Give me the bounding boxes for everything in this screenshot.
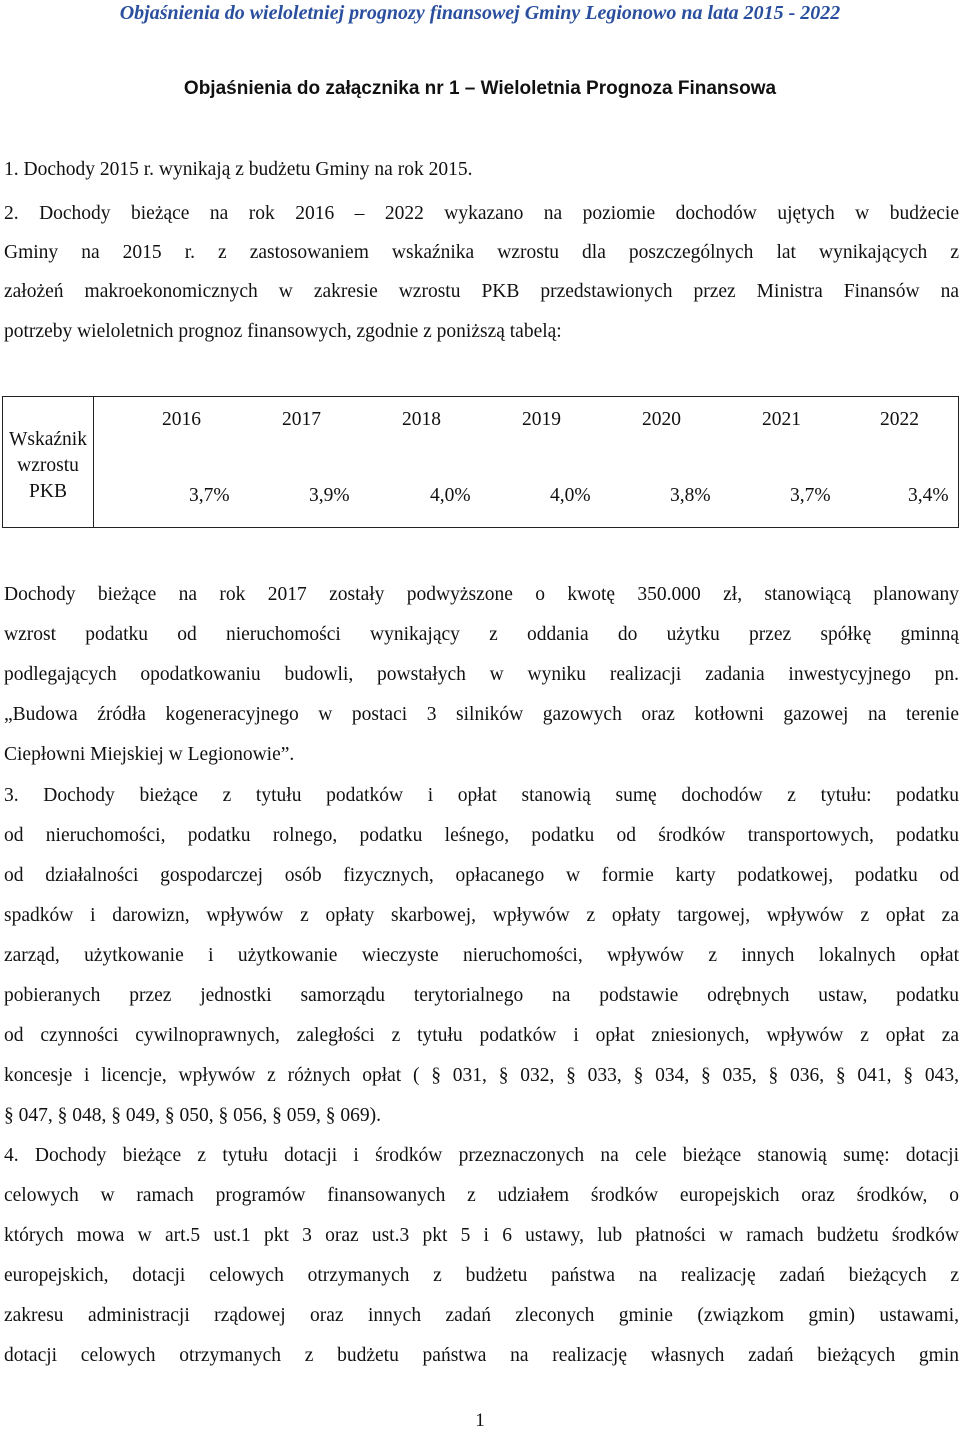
growth-value: 4,0% — [430, 485, 471, 506]
growth-value: 3,8% — [670, 485, 711, 506]
section-title: Objaśnienia do załącznika nr 1 – Wieloletnia Prognoza Finansowa — [183, 78, 777, 99]
document-header: Objaśnienia do wieloletniej prognozy finansowej Gminy Legionowo na lata 2015 - 2022 — [119, 2, 841, 24]
text-line: § 047, § 048, § 049, § 050, § 056, § 059, § 069). — [4, 1105, 381, 1126]
growth-value: 3,7% — [790, 485, 831, 506]
text-line: założeń makroekonomicznych w zakresie wzrostu PKB przedstawionych przez Ministra Finansów na — [4, 281, 959, 302]
text-line: spadków i darowizn, wpływów z opłaty skarbowej, wpływów z opłaty targowej, wpływów z opłat za — [4, 905, 959, 926]
text-line: od nieruchomości, podatku rolnego, podatku leśnego, podatku od środków transportowych, podatku — [4, 825, 959, 846]
text-line: Gminy na 2015 r. z zastosowaniem wskaźnika wzrostu dla poszczególnych lat wynikających z — [4, 242, 959, 263]
text-line: od czynności cywilnoprawnych, zaległości z tytułu podatków i opłat zniesionych, wpływów z opłat za — [4, 1025, 959, 1046]
text-line: wzrost podatku od nieruchomości wynikający z oddania do użytku przez spółkę gminną — [4, 624, 959, 645]
pkb-growth-table — [2, 396, 959, 528]
year-label: 2022 — [880, 409, 919, 430]
year-label: 2018 — [402, 409, 441, 430]
growth-value: 3,4% — [908, 485, 949, 506]
text-line: Ciepłowni Miejskiej w Legionowie”. — [4, 744, 295, 765]
text-line: europejskich, dotacji celowych otrzymanych z budżetu państwa na realizację zadań bieżących z — [4, 1265, 959, 1286]
growth-value: 3,7% — [189, 485, 230, 506]
pkb-label-cell: Wskaźnik wzrostu PKB — [3, 397, 94, 528]
text-line: zarząd, użytkowanie i użytkowanie wieczyste nieruchomości, wpływów z innych lokalnych opłat — [4, 945, 959, 966]
growth-value: 4,0% — [550, 485, 591, 506]
year-label: 2021 — [762, 409, 801, 430]
year-label: 2017 — [282, 409, 321, 430]
text-line: potrzeby wieloletnich prognoz finansowych, zgodnie z poniższą tabelą: — [4, 321, 562, 342]
year-label: 2016 — [162, 409, 201, 430]
year-label: 2020 — [642, 409, 681, 430]
year-label: 2019 — [522, 409, 561, 430]
text-line: dotacji celowych otrzymanych z budżetu państwa na realizację własnych zadań bieżących gmin — [4, 1345, 959, 1366]
text-line: których mowa w art.5 ust.1 pkt 3 oraz ust.3 pkt 5 i 6 ustawy, lub płatności w ramach budżetu środków — [4, 1225, 959, 1246]
page-number: 1 — [475, 1410, 485, 1431]
growth-value: 3,9% — [309, 485, 350, 506]
text-line: celowych w ramach programów finansowanych z udziałem środków europejskich oraz środków, o — [4, 1185, 959, 1206]
text-line: 1. Dochody 2015 r. wynikają z budżetu Gminy na rok 2015. — [4, 159, 473, 180]
text-line: 4. Dochody bieżące z tytułu dotacji i środków przeznaczonych na cele bieżące stanowią sumę: dotacji — [4, 1145, 959, 1166]
text-line: Dochody bieżące na rok 2017 zostały podwyższone o kwotę 350.000 zł, stanowiącą planowany — [4, 584, 959, 605]
text-line: „Budowa źródła kogeneracyjnego w postaci 3 silników gazowych oraz kotłowni gazowej na terenie — [4, 704, 959, 725]
pkb-values-cell — [94, 397, 959, 528]
text-line: zakresu administracji rządowej oraz innych zadań zleconych gminie (związkom gmin) ustawami, — [4, 1305, 959, 1326]
text-line: podlegających opodatkowaniu budowli, powstałych w wyniku realizacji zadania inwestycyjnego pn. — [4, 664, 959, 685]
text-line: koncesje i licencje, wpływów z różnych opłat ( § 031, § 032, § 033, § 034, § 035, § 036, § 041, § 043, — [4, 1065, 959, 1086]
text-line: 2. Dochody bieżące na rok 2016 – 2022 wykazano na poziomie dochodów ujętych w budżecie — [4, 203, 959, 224]
text-line: pobieranych przez jednostki samorządu terytorialnego na podstawie odrębnych ustaw, podatku — [4, 985, 959, 1006]
text-line: 3. Dochody bieżące z tytułu podatków i opłat stanowią sumę dochodów z tytułu: podatku — [4, 785, 959, 806]
text-line: od działalności gospodarczej osób fizycznych, opłacanego w formie karty podatkowej, podatku od — [4, 865, 959, 886]
